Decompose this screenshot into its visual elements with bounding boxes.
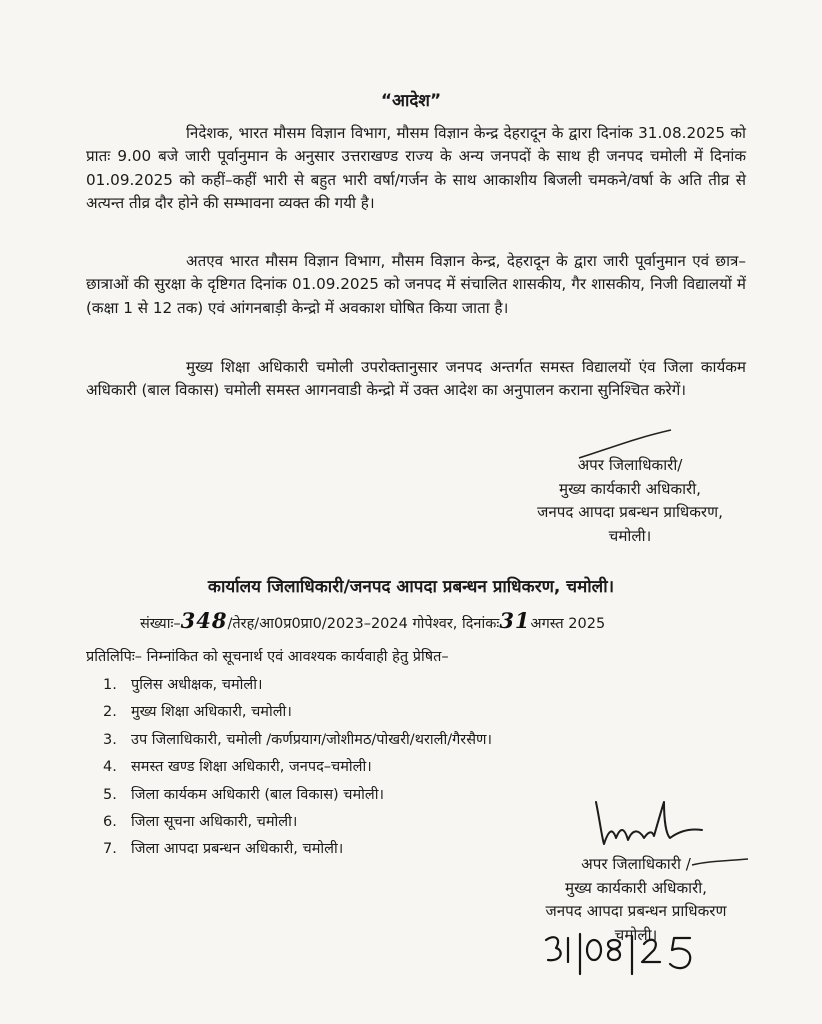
list-item: 7. जिला आपदा प्रबन्धन अधिकारी, चमोली। xyxy=(103,841,344,858)
handwritten-signature xyxy=(588,792,708,856)
signatory-line: जनपद आपदा प्रबन्धन प्राधिकरण, xyxy=(537,503,723,521)
ref-suffix: /तेरह/आ0प्र0प्रा0/2023–2024 गोपेश्वर, दिनांकः xyxy=(227,616,500,632)
handwritten-date xyxy=(540,930,710,978)
list-item: 6. जिला सूचना अधिकारी, चमोली। xyxy=(103,813,298,830)
signatory-line: अपर जिलाधिकारी / xyxy=(581,855,691,873)
recipient-list xyxy=(103,674,492,866)
ref-date-day: 31 xyxy=(499,608,531,633)
signatory-line: चमोली। xyxy=(614,925,658,944)
copy-intro: प्रतिलिपिः– निम्नांकित को सूचनार्थ एवं आवश्यक कार्यवाही हेतु प्रेषित– xyxy=(86,649,449,665)
office-heading: कार्यालय जिलाधिकारी/जनपद आपदा प्रबन्धन प्राधिकरण, चमोली। xyxy=(207,577,615,597)
order-paragraph-1: निदेशक, भारत मौसम विज्ञान विभाग, मौसम विज्ञान केन्द्र देहरादून के द्वारा दिनांक 31.08.2025 को प्रातः 9.00 बजे जारी पूर्वानुमान के अनुसार उत्तराखण्ड राज्य के अन्य जनपदों के साथ ही जनपद चमोली में दिनांक 01.09.2025 को कहीं–कहीं भारी से बहुत भारी वर्षा/गर्जन के साथ आकाशीय बिजली चमकने/वर्षा के अति तीव्र से अत्यन्त तीव्र दौर होने की सम्भावना व्यक्त की गयी है। xyxy=(86,124,746,212)
list-item: 3. उप जिलाधिकारी, चमोली /कर्णप्रयाग/जोशीमठ/पोखरी/थराली/गैरसैण। xyxy=(103,731,492,748)
list-item: 2. मुख्य शिक्षा अधिकारी, चमोली। xyxy=(103,704,292,721)
order-title: “आदेश” xyxy=(380,91,442,111)
signatory-line: चमोली। xyxy=(608,526,652,545)
ref-date-rest: अगस्त 2025 xyxy=(530,616,606,632)
list-item: 4. समस्त खण्ड शिक्षा अधिकारी, जनपद–चमोली। xyxy=(103,759,372,776)
list-item: 1. पुलिस अधीक्षक, चमोली। xyxy=(103,677,263,693)
order-signatory-block xyxy=(505,454,755,548)
ref-number: 348 xyxy=(180,608,228,633)
ref-prefix: संख्याः– xyxy=(140,616,181,632)
signatory-line: मुख्य कार्यकारी अधिकारी, xyxy=(564,878,708,897)
order-paragraph-3: मुख्य शिक्षा अधिकारी चमोली उपरोक्तानुसार जनपद अन्तर्गत समस्त विद्यालयों एंव जिला कार्यकम अधिकारी (बाल विकास) चमोली समस्त आगनवाडी केन्द्रो में उक्त आदेश का अनुपालन कराना सुनिश्चित करेगें। xyxy=(86,358,746,400)
signatory-line: मुख्य कार्यकारी अधिकारी, xyxy=(558,479,702,498)
list-item: 5. जिला कार्यकम अधिकारी (बाल विकास) चमोली। xyxy=(103,786,384,803)
order-paragraph-2: अतएव भारत मौसम विज्ञान विभाग, मौसम विज्ञान केन्द्र, देहरादून के द्वारा जारी पूर्वानुमान एवं छात्र–छात्राओं की सुरक्षा के दृष्टिगत दिनांक 01.09.2025 को जनपद में संचालित शासकीय, गैर शासकीय, निजी विद्यालयों में (कक्षा 1 से 12 तक) एवं आंगनबाड़ी केन्द्रो में अवकाश घोषित किया जाता है। xyxy=(86,252,746,317)
signatory-line: अपर जिलाधिकारी/ xyxy=(577,456,683,474)
signatory-line: जनपद आपदा प्रबन्धन प्राधिकरण xyxy=(545,902,727,920)
reference-line xyxy=(140,608,605,633)
